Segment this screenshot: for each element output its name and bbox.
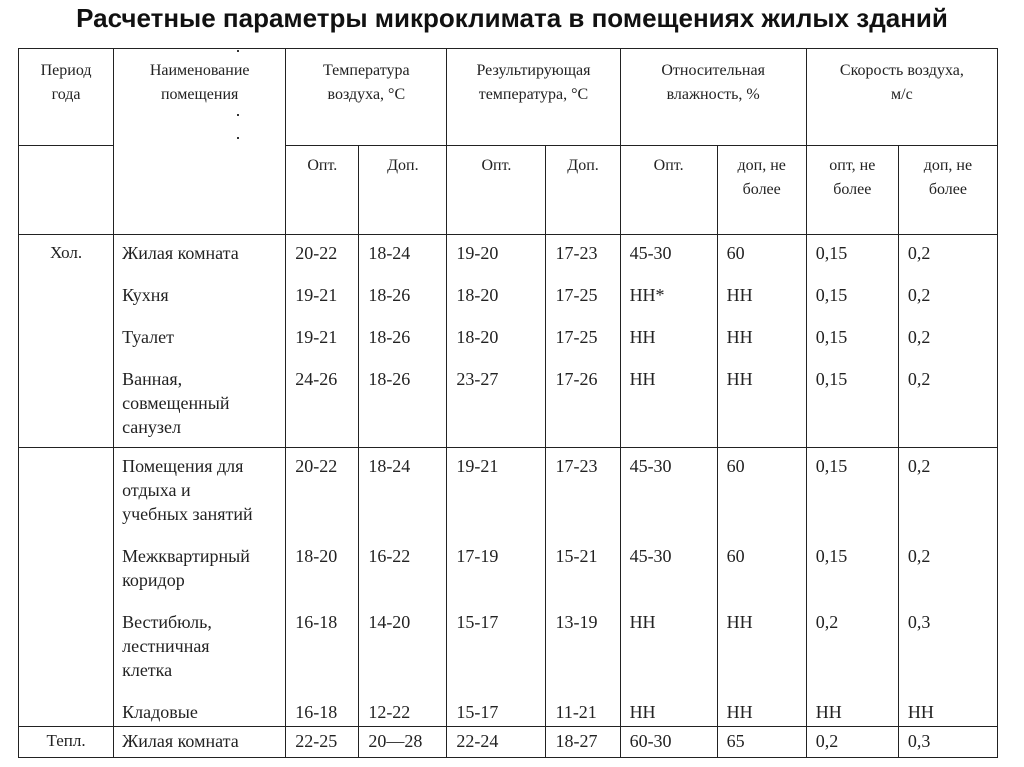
sub-spd-opt <box>807 146 898 202</box>
sub-air-dop <box>359 146 446 178</box>
value-text: 19-20 <box>456 243 499 263</box>
sub-air-dop-cell <box>359 146 447 235</box>
value-cell-air-dop <box>359 235 447 448</box>
sub-air-opt <box>286 146 358 178</box>
value-text: НН <box>907 702 934 722</box>
room-value <box>621 454 717 526</box>
value-cell-res-opt <box>447 727 546 758</box>
header-line: Период <box>40 62 92 79</box>
room-name-line: Туалет <box>122 327 174 347</box>
room-value <box>359 241 446 265</box>
value-cell-air-opt <box>286 235 359 448</box>
room-value <box>447 700 545 724</box>
value-text: 12-22 <box>368 702 411 722</box>
room-value <box>447 729 545 753</box>
room-name-line: Кладовые <box>122 702 198 722</box>
header-line: опт, не <box>829 157 876 174</box>
room-value <box>621 729 717 753</box>
room-value <box>621 700 717 724</box>
header-line: Доп. <box>567 157 599 174</box>
room-value <box>718 283 806 307</box>
value-cell-hum-opt <box>620 448 717 727</box>
value-text: 0,15 <box>815 285 848 305</box>
subheader-empty <box>19 146 114 235</box>
value-cell-spd-opt <box>806 448 898 727</box>
sub-spd-opt-cell <box>806 146 898 235</box>
room-value <box>546 367 619 439</box>
value-text: 22-25 <box>295 731 338 751</box>
value-text: 18-20 <box>456 327 499 347</box>
header-line: Относительная <box>661 62 765 79</box>
header-humidity-cell <box>620 49 806 146</box>
value-text: 18-26 <box>368 285 411 305</box>
header-line: доп, не <box>737 157 786 174</box>
room-value <box>807 325 898 349</box>
header-line: более <box>928 181 967 198</box>
value-text: 18-24 <box>368 456 411 476</box>
room-value <box>359 367 446 439</box>
group-row <box>19 448 998 727</box>
room-value <box>286 283 358 307</box>
room-value <box>621 283 717 307</box>
value-text: 19-21 <box>295 327 338 347</box>
value-text: 0,15 <box>815 243 848 263</box>
value-text: 18-20 <box>295 546 338 566</box>
room-value <box>899 454 997 526</box>
room-value <box>359 283 446 307</box>
value-text: 11-21 <box>555 702 597 722</box>
room-name-line: Кухня <box>122 285 169 305</box>
header-period <box>19 49 113 107</box>
room-value <box>546 454 619 526</box>
room-name <box>114 454 285 526</box>
value-cell-air-opt <box>286 727 359 758</box>
value-text: 20-22 <box>295 456 338 476</box>
value-text: НН <box>726 327 753 347</box>
value-cell-spd-dop <box>898 235 997 448</box>
room-value <box>718 241 806 265</box>
value-text: 18-26 <box>368 327 411 347</box>
room-value <box>899 544 997 592</box>
header-result-temp <box>447 49 619 107</box>
room-value <box>546 544 619 592</box>
room-name <box>114 367 285 439</box>
scan-dot <box>237 137 239 139</box>
room-value <box>807 700 898 724</box>
value-text: НН <box>726 702 753 722</box>
value-text: 20-22 <box>295 243 338 263</box>
value-cell-spd-dop <box>898 727 997 758</box>
room-value <box>286 367 358 439</box>
scan-dot <box>237 50 239 52</box>
sub-res-dop <box>546 146 619 178</box>
room-value <box>899 367 997 439</box>
header-line: Доп. <box>387 157 419 174</box>
room-value <box>807 283 898 307</box>
header-room <box>114 49 285 107</box>
value-text: НН <box>726 612 753 632</box>
sub-hum-dop-cell <box>717 146 806 235</box>
value-text: НН <box>726 285 753 305</box>
value-text: 0,15 <box>815 456 848 476</box>
header-line: влажность, % <box>666 86 760 103</box>
room-value <box>286 700 358 724</box>
room-value <box>899 325 997 349</box>
period-label <box>19 448 113 454</box>
value-text: 17-23 <box>555 243 598 263</box>
period-cell <box>19 448 114 727</box>
header-line: температура, °С <box>478 86 589 103</box>
room-value <box>546 283 619 307</box>
room-value <box>546 241 619 265</box>
value-text: 0,15 <box>815 546 848 566</box>
value-cell-res-dop <box>546 448 620 727</box>
room-name-line: Ванная, <box>122 369 183 389</box>
room-value <box>359 610 446 682</box>
room-name-line: Вестибюль, <box>122 612 212 632</box>
value-cell-res-opt <box>447 448 546 727</box>
value-text: 60-30 <box>629 731 672 751</box>
header-humidity <box>621 49 806 107</box>
room-name <box>114 729 285 753</box>
room-name-line: Помещения для <box>122 456 244 476</box>
value-cell-air-dop <box>359 727 447 758</box>
header-air-temp-cell <box>286 49 447 146</box>
room-name-line: учебных занятий <box>122 504 253 524</box>
period-label: Тепл. <box>46 731 86 750</box>
header-line: более <box>833 181 872 198</box>
value-text: 0,2 <box>815 612 839 632</box>
header-line: года <box>51 86 81 103</box>
room-name <box>114 325 285 349</box>
header-speed-cell <box>806 49 997 146</box>
value-cell-res-dop <box>546 235 620 448</box>
value-text: 0,2 <box>907 546 931 566</box>
value-text: 17-25 <box>555 327 598 347</box>
value-text: 0,2 <box>907 327 931 347</box>
value-text: НН <box>726 369 753 389</box>
period-cell <box>19 235 114 448</box>
value-text: НН <box>629 369 656 389</box>
room-value <box>718 700 806 724</box>
room-value <box>807 544 898 592</box>
header-result-temp-cell <box>447 49 620 146</box>
room-value <box>447 325 545 349</box>
value-text: 18-27 <box>555 731 598 751</box>
period-cell <box>19 727 114 758</box>
header-line: м/с <box>891 86 913 103</box>
header-air-temp <box>286 49 446 107</box>
room-name-line: Межквартирный <box>122 546 250 566</box>
room-value <box>807 610 898 682</box>
header-line: воздуха, °С <box>327 86 406 103</box>
room-value <box>621 241 717 265</box>
sub-hum-dop <box>718 146 806 202</box>
header-row <box>19 49 998 146</box>
room-value <box>359 544 446 592</box>
sub-res-opt <box>447 146 545 178</box>
room-value <box>718 367 806 439</box>
room-value <box>359 325 446 349</box>
sub-spd-dop-cell <box>898 146 997 235</box>
room-value <box>899 241 997 265</box>
value-text: 0,3 <box>907 731 931 751</box>
value-text: 0,2 <box>907 456 931 476</box>
value-text: 0,15 <box>815 369 848 389</box>
group-row <box>19 727 998 758</box>
value-text: 23-27 <box>456 369 499 389</box>
room-value <box>286 610 358 682</box>
value-cell-res-opt <box>447 235 546 448</box>
value-cell-hum-dop <box>717 448 806 727</box>
room-value <box>447 241 545 265</box>
header-line: Наименование <box>149 62 250 79</box>
value-text: 19-21 <box>456 456 499 476</box>
value-text: 18-26 <box>368 369 411 389</box>
room-name-cell <box>114 727 286 758</box>
room-value <box>286 454 358 526</box>
value-text: НН <box>629 612 656 632</box>
header-period-cell <box>19 49 114 146</box>
header-room-cell <box>114 49 286 235</box>
value-text: 13-19 <box>555 612 598 632</box>
period-label: Хол. <box>49 243 83 262</box>
value-text: 17-26 <box>555 369 598 389</box>
value-text: 65 <box>726 731 745 751</box>
value-cell-spd-opt <box>806 727 898 758</box>
sub-air-opt-cell <box>286 146 359 235</box>
room-value <box>718 544 806 592</box>
value-cell-air-opt <box>286 448 359 727</box>
value-text: 60 <box>726 243 745 263</box>
room-value <box>286 544 358 592</box>
value-text: 19-21 <box>295 285 338 305</box>
value-cell-hum-opt <box>620 235 717 448</box>
value-cell-hum-dop <box>717 235 806 448</box>
room-value <box>447 283 545 307</box>
room-name <box>114 610 285 682</box>
room-name-line: санузел <box>122 417 182 437</box>
sub-hum-opt <box>621 146 717 178</box>
room-name-line: лестничная <box>122 636 210 656</box>
value-text: 17-25 <box>555 285 598 305</box>
value-text: 15-21 <box>555 546 598 566</box>
header-line: Результирующая <box>476 62 591 79</box>
sub-res-dop-cell <box>546 146 620 235</box>
value-text: 17-23 <box>555 456 598 476</box>
value-text: 45-30 <box>629 546 672 566</box>
value-cell-spd-dop <box>898 448 997 727</box>
value-text: 0,2 <box>907 243 931 263</box>
value-text: 14-20 <box>368 612 411 632</box>
header-line: Опт. <box>307 157 338 174</box>
header-line: Опт. <box>653 157 684 174</box>
value-cell-res-dop <box>546 727 620 758</box>
room-value <box>899 610 997 682</box>
value-text: НН <box>815 702 842 722</box>
room-value <box>621 610 717 682</box>
room-name <box>114 700 285 724</box>
value-cell-spd-opt <box>806 235 898 448</box>
room-value <box>447 610 545 682</box>
value-text: 22-24 <box>456 731 499 751</box>
room-value <box>718 454 806 526</box>
room-value <box>807 454 898 526</box>
room-name-line: отдыха и <box>122 480 191 500</box>
room-value <box>546 700 619 724</box>
value-text: 17-19 <box>456 546 499 566</box>
room-name <box>114 544 285 592</box>
document-title: Расчетные параметры микроклимата в помещениях жилых зданий <box>76 3 948 33</box>
room-name-cell <box>114 235 286 448</box>
value-text: 16-22 <box>368 546 411 566</box>
header-line: помещения <box>160 86 239 103</box>
value-text: 16-18 <box>295 702 338 722</box>
value-text: 0,2 <box>907 285 931 305</box>
room-value <box>899 283 997 307</box>
room-value <box>359 454 446 526</box>
value-text: 0,15 <box>815 327 848 347</box>
value-text: 24-26 <box>295 369 338 389</box>
room-name <box>114 241 285 265</box>
value-text: НН* <box>629 285 665 305</box>
room-value <box>621 325 717 349</box>
value-text: НН <box>629 327 656 347</box>
value-text: 60 <box>726 456 745 476</box>
group-row <box>19 235 998 448</box>
room-value <box>286 729 358 753</box>
value-text: 16-18 <box>295 612 338 632</box>
room-value <box>546 729 619 753</box>
room-value <box>807 367 898 439</box>
room-value <box>621 367 717 439</box>
value-text: 18-20 <box>456 285 499 305</box>
room-value <box>546 325 619 349</box>
value-text: 45-30 <box>629 243 672 263</box>
room-name-cell <box>114 448 286 727</box>
room-value <box>621 544 717 592</box>
room-name-line: коридор <box>122 570 185 590</box>
value-text: 0,3 <box>907 612 931 632</box>
value-cell-air-dop <box>359 448 447 727</box>
room-value <box>899 729 997 753</box>
sub-hum-opt-cell <box>620 146 717 235</box>
value-text: 0,2 <box>907 369 931 389</box>
room-name-line: клетка <box>122 660 173 680</box>
value-text: 15-17 <box>456 702 499 722</box>
value-text: 45-30 <box>629 456 672 476</box>
sub-res-opt-cell <box>447 146 546 235</box>
room-value <box>807 241 898 265</box>
room-value <box>447 544 545 592</box>
room-value <box>286 325 358 349</box>
room-name-line: совмещенный <box>122 393 230 413</box>
value-text: 0,2 <box>815 731 839 751</box>
room-value <box>359 700 446 724</box>
room-value <box>359 729 446 753</box>
room-value <box>447 454 545 526</box>
value-text: 18-24 <box>368 243 411 263</box>
room-value <box>718 325 806 349</box>
room-name-line: Жилая комната <box>122 243 239 263</box>
header-line: Опт. <box>481 157 512 174</box>
room-name-line: Жилая комната <box>122 731 239 751</box>
value-text: 15-17 <box>456 612 499 632</box>
sub-spd-dop <box>899 146 997 202</box>
header-line: Скорость воздуха, <box>839 62 964 79</box>
room-value <box>899 700 997 724</box>
room-name <box>114 283 285 307</box>
value-text: 60 <box>726 546 745 566</box>
header-line: более <box>742 181 781 198</box>
value-text: НН <box>629 702 656 722</box>
value-text: 20—28 <box>368 731 423 751</box>
header-line: доп, не <box>923 157 973 174</box>
value-cell-hum-dop <box>717 727 806 758</box>
room-value <box>718 610 806 682</box>
value-cell-hum-opt <box>620 727 717 758</box>
room-value <box>807 729 898 753</box>
header-speed <box>807 49 997 107</box>
header-line: Температура <box>323 62 410 79</box>
room-value <box>546 610 619 682</box>
room-value <box>447 367 545 439</box>
room-value <box>718 729 806 753</box>
microclimate-table <box>18 48 998 758</box>
scan-dot <box>237 114 239 116</box>
room-value <box>286 241 358 265</box>
